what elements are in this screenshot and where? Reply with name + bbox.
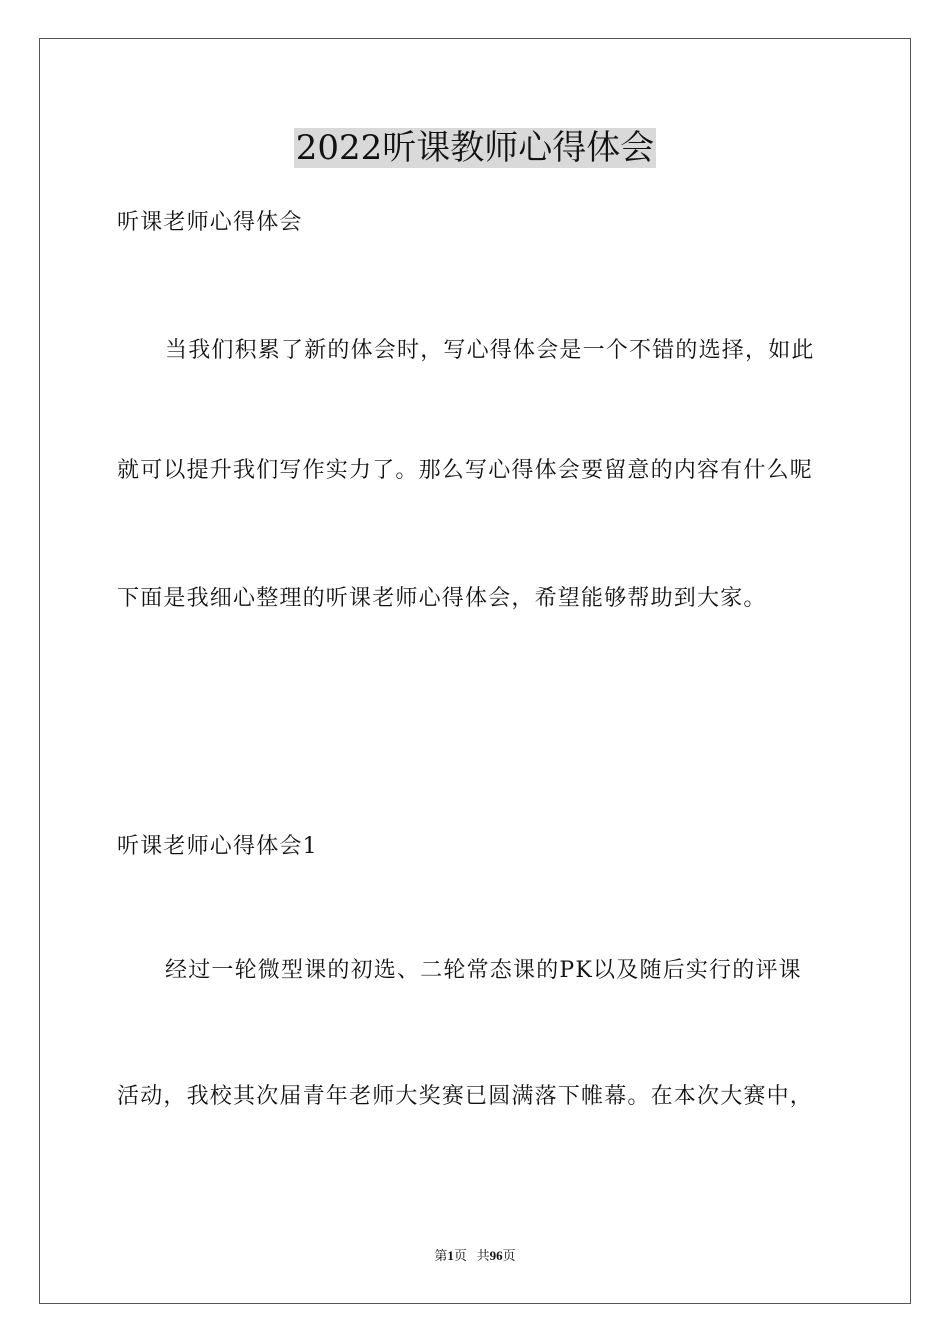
- document-title-text: 2022听课教师心得体会: [295, 128, 655, 168]
- footer-page-total: 96: [489, 1248, 503, 1263]
- page-footer: [0, 1247, 950, 1265]
- section-heading: 听课老师心得体会1: [117, 834, 318, 859]
- paragraph-line: 下面是我细心整理的听课老师心得体会，希望能够帮助到大家。: [117, 586, 767, 611]
- footer-total-suffix: 页: [502, 1248, 516, 1263]
- document-title: [0, 126, 950, 170]
- footer-page-prefix: 第: [434, 1248, 448, 1263]
- paragraph-line: 就可以提升我们写作实力了。那么写心得体会要留意的内容有什么呢: [117, 458, 814, 483]
- footer-page-suffix: 页: [453, 1248, 467, 1263]
- footer-page-current: 1: [447, 1248, 454, 1263]
- footer-total-prefix: 共: [476, 1248, 490, 1263]
- paragraph-line: 活动，我校其次届青年老师大奖赛已圆满落下帷幕。在本次大赛中，: [117, 1084, 814, 1109]
- paragraph-line: 当我们积累了新的体会时，写心得体会是一个不错的选择，如此: [165, 338, 815, 363]
- paragraph-line: 经过一轮微型课的初选、二轮常态课的PK以及随后实行的评课: [165, 958, 802, 983]
- document-subtitle: 听课老师心得体会: [117, 210, 303, 235]
